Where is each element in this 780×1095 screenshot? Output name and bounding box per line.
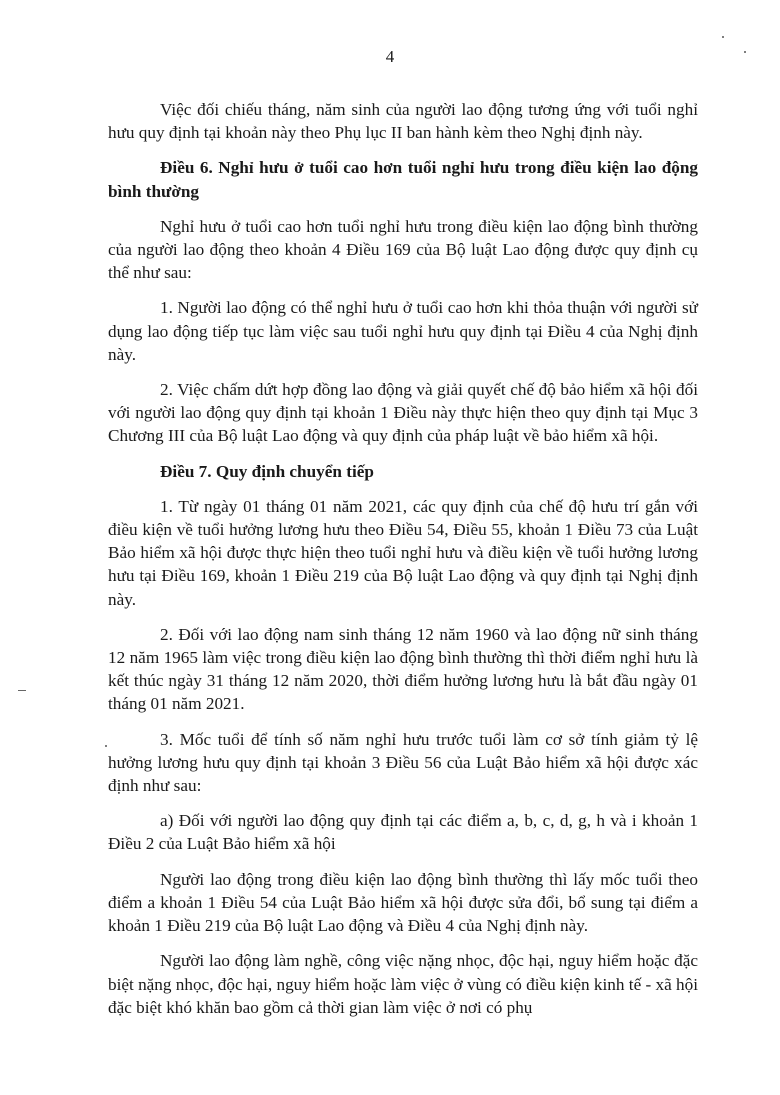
scan-speck xyxy=(105,745,107,747)
document-body xyxy=(108,98,698,1031)
article-7-clause-2: 2. Đối với lao động nam sinh tháng 12 năm 1960 và lao động nữ sinh tháng 12 năm 1965 làm việc trong điều kiện lao động bình thường thì thời điểm nghỉ hưu là kết thúc ngày 31 tháng 12 năm 2020, thời điểm hưởng lương hưu là bắt đầu ngày 01 tháng 01 năm 2021. xyxy=(108,624,698,714)
scan-speck xyxy=(744,51,746,53)
article-6-clause-2: 2. Việc chấm dứt hợp đồng lao động và giải quyết chế độ bảo hiểm xã hội đối với người lao động quy định tại khoản 1 Điều này thực hiện theo quy định tại Mục 3 Chương III của Bộ luật Lao động và quy định của pháp luật về bảo hiểm xã hội. xyxy=(108,380,698,446)
article-6-intro: Nghỉ hưu ở tuổi cao hơn tuổi nghỉ hưu trong điều kiện lao động bình thường của người lao động theo khoản 4 Điều 169 của Bộ luật Lao động được quy định cụ thể như sau: xyxy=(108,216,698,283)
article-6-clause-1: 1. Người lao động có thể nghỉ hưu ở tuổi cao hơn khi thỏa thuận với người sử dụng lao động tiếp tục làm việc sau tuổi nghỉ hưu quy định tại Điều 4 của Nghị định này. xyxy=(108,298,698,364)
article-7-clause-3: 3. Mốc tuổi để tính số năm nghỉ hưu trước tuổi làm cơ sở tính giảm tỷ lệ hưởng lương hưu quy định tại khoản 3 Điều 56 của Luật Bảo hiểm xã hội được xác định như sau: xyxy=(108,729,698,796)
article-7-clause-1: 1. Từ ngày 01 tháng 01 năm 2021, các quy định của chế độ hưu trí gắn với điều kiện về tuổi hưởng lương hưu theo Điều 54, Điều 55, khoản 1 Điều 73 của Luật Bảo hiểm xã hội được thực hiện theo tuổi nghỉ hưu và điều kiện về tuổi hưởng lương hưu tại Điều 169, khoản 1 Điều 219 của Bộ luật Lao động và quy định tại Nghị định này. xyxy=(108,496,698,609)
article-7-hazardous-conditions: Người lao động làm nghề, công việc nặng nhọc, độc hại, nguy hiểm hoặc đặc biệt nặng nhọc, độc hại, nguy hiểm hoặc làm việc ở vùng có điều kiện kinh tế - xã hội đặc biệt khó khăn bao gồm cả thời gian làm việc ở nơi có phụ xyxy=(108,951,698,1017)
article-7-heading: Điều 7. Quy định chuyển tiếp xyxy=(160,461,374,481)
scan-speck xyxy=(722,36,724,38)
article-6-heading: Điều 6. Nghỉ hưu ở tuổi cao hơn tuổi nghỉ hưu trong điều kiện lao động bình thường xyxy=(108,158,698,201)
scan-mark xyxy=(18,690,26,691)
page-number: 4 xyxy=(385,47,395,66)
paragraph-age-comparison: Việc đối chiếu tháng, năm sinh của người lao động tương ứng với tuổi nghỉ hưu quy định tại khoản này theo Phụ lục II ban hành kèm theo Nghị định này. xyxy=(108,100,698,143)
article-7-normal-conditions: Người lao động trong điều kiện lao động bình thường thì lấy mốc tuổi theo điểm a khoản 1 Điều 54 của Luật Bảo hiểm xã hội được sửa đổi, bổ sung tại điểm a khoản 1 Điều 219 của Bộ luật Lao động và Điều 4 của Nghị định này. xyxy=(108,869,698,936)
article-7-clause-3a: a) Đối với người lao động quy định tại các điểm a, b, c, d, g, h và i khoản 1 Điều 2 của Luật Bảo hiểm xã hội xyxy=(108,811,698,854)
